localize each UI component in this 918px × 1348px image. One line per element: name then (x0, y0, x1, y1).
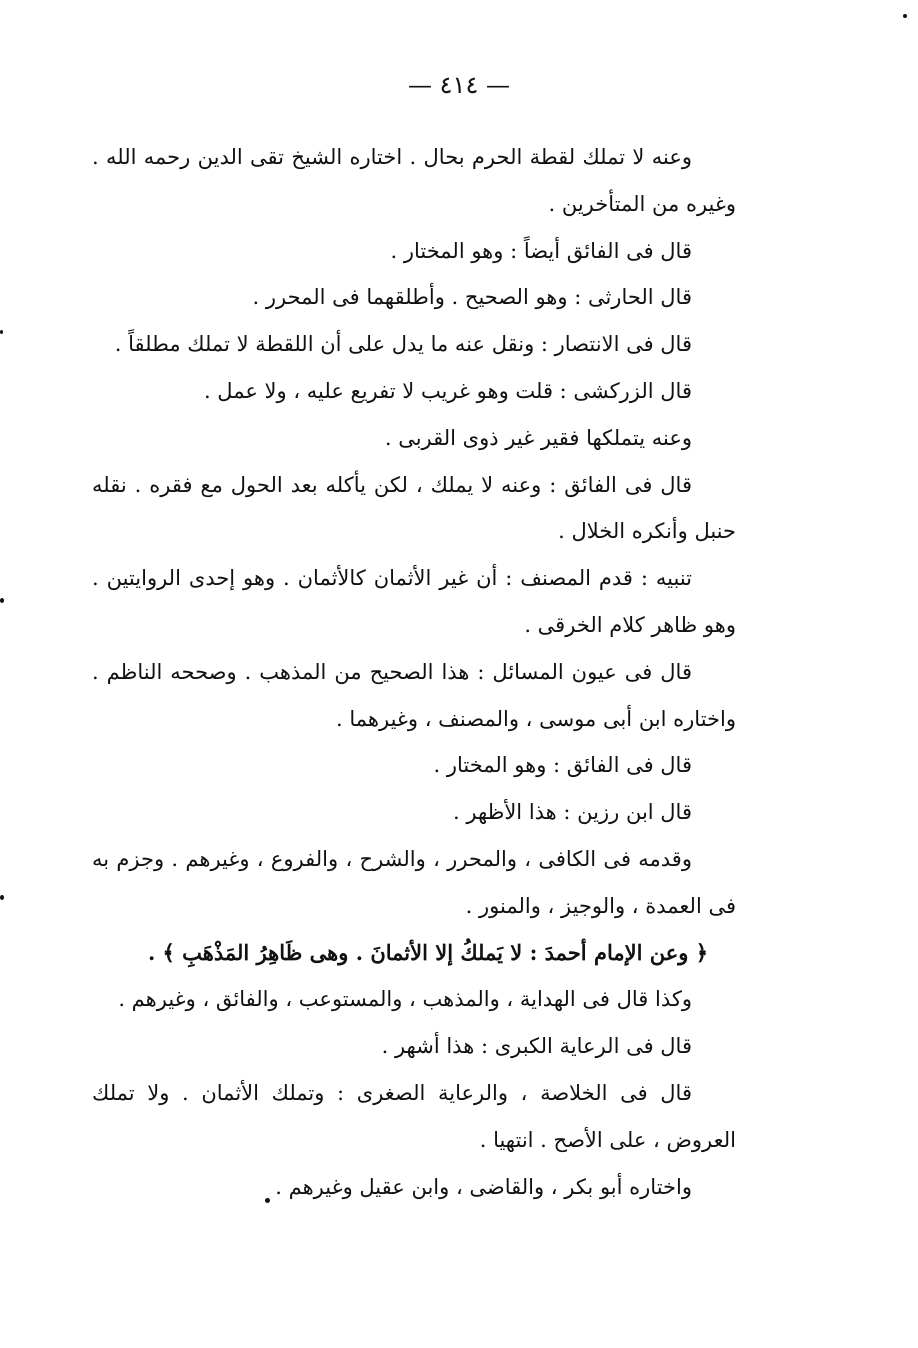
paragraph: وعنه لا تملك لقطة الحرم بحال . اختاره الشيخ تقى الدين رحمه الله . وغيره من المتأخرين . (92, 145, 736, 216)
paragraph: وقدمه فى الكافى ، والمحرر ، والشرح ، والفروع ، وغيرهم . وجزم به فى العمدة ، والوجيز ، والمنور . (92, 846, 736, 918)
paragraph: قال فى عيون المسائل : هذا الصحيح من المذهب . وصححه الناظم . واختاره ابن أبى موسى ، والمصنف ، وغيرهما . (92, 659, 736, 731)
matn-quote: ﴿ وعن الإمام أحمدَ : لا يَملكُ إلا الأثمانَ . وهى ظَاهِرُ المَذْهَبِ ﴾ . (147, 939, 708, 965)
body-text (92, 134, 736, 1210)
paragraph: قال فى الخلاصة ، والرعاية الصغرى : وتملك الأثمان . ولا تملك العروض ، على الأصح . انتهيا . (92, 1080, 736, 1152)
page-number: — ٤١٤ — (408, 71, 510, 99)
scan-speck (0, 598, 4, 603)
paragraph: وكذا قال فى الهداية ، والمذهب ، والمستوعب ، والفائق ، وغيرهم . (118, 987, 692, 1012)
scan-speck (0, 895, 4, 900)
paragraph: قال الحارثى : وهو الصحيح . وأطلقهما فى المحرر . (252, 285, 692, 310)
tanbih-paragraph: تنبيه : قدم المصنف : أن غير الأثمان كالأثمان . وهو إحدى الروايتين . وهو ظاهر كلام الخرقى . (92, 566, 736, 637)
paragraph: قال ابن رزين : هذا الأظهر . (453, 800, 692, 825)
paragraph: قال فى الانتصار : ونقل عنه ما يدل على أن اللقطة لا تملك مطلقاً . (114, 332, 692, 357)
paragraph: وعنه يتملكها فقير غير ذوى القربى . (384, 425, 692, 450)
paragraph: قال فى الرعاية الكبرى : هذا أشهر . (381, 1034, 692, 1059)
scan-speck (265, 1198, 270, 1203)
paragraph: قال الزركشى : قلت وهو غريب لا تفريع عليه ، ولا عمل . (203, 378, 692, 403)
scan-speck (903, 14, 907, 18)
scan-speck (0, 330, 3, 334)
paragraph: قال فى الفائق أيضاً : وهو المختار . (390, 238, 692, 263)
paragraph: قال فى الفائق : وعنه لا يملك ، لكن يأكله بعد الحول مع فقره . نقله حنبل وأنكره الخلال . (92, 472, 736, 544)
paragraph: واختاره أبو بكر ، والقاضى ، وابن عقيل وغيرهم . (275, 1174, 692, 1199)
paragraph: قال فى الفائق : وهو المختار . (433, 753, 692, 778)
